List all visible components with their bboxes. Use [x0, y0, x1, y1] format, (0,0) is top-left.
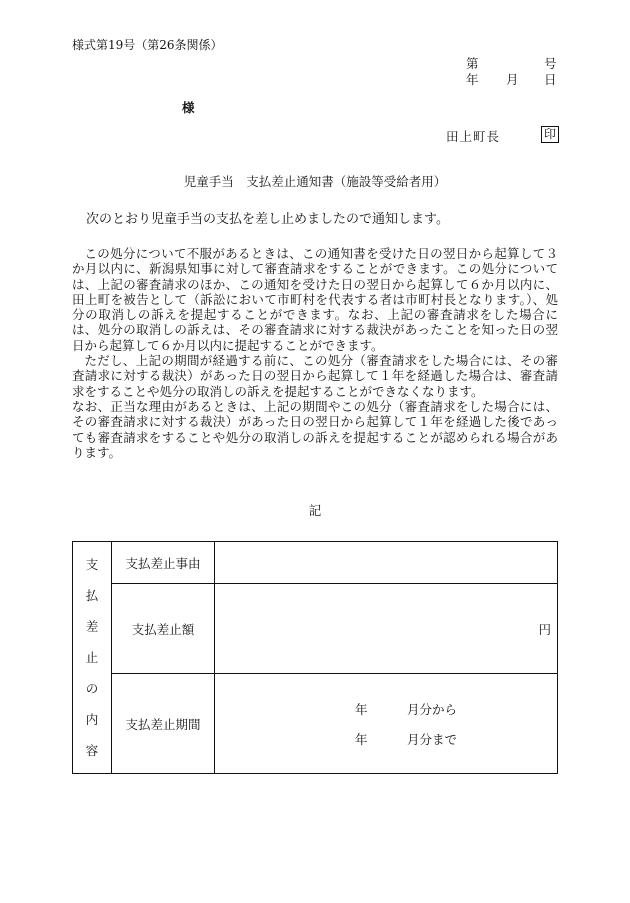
form-number: 様式第19号（第26条関係）: [72, 38, 223, 52]
period-from-month: 月分から: [407, 701, 458, 717]
group-label-char: 容: [85, 743, 99, 758]
doc-number-suffix: 号: [544, 56, 557, 71]
notice-paragraph: ただし、上記の期間が経過する前に、この処分（審査請求をした場合には、その審査請求に対する裁決）があった日の翌日から起算して１年を経過した場合は、審査請求をすることや処分の取消しの訴えを提起することができなくなります。: [72, 353, 558, 399]
group-label-char: 止: [85, 650, 99, 665]
seal-mark: 印: [541, 126, 559, 143]
period-to-line: [355, 724, 557, 754]
reason-label: 支払差止事由: [112, 542, 215, 584]
group-label-char: の: [85, 681, 99, 696]
group-label-char: 内: [85, 712, 99, 727]
period-from-line: [355, 694, 557, 724]
detail-table: [72, 541, 558, 774]
notice-body: [72, 246, 558, 460]
group-label-char: 差: [85, 619, 99, 634]
group-label-char: 払: [85, 588, 99, 603]
amount-label: 支払差止額: [112, 584, 215, 674]
document-title: 児童手当 支払差止通知書（施設等受給者用）: [183, 174, 447, 189]
notice-paragraph: なお、正当な理由があるときは、上記の期間やこの処分（審査請求をした場合には、その審査請求に対する裁決）があった日の翌日から起算して１年を経過した後であっても審査請求をすることや処分の取消しの訴えを提起することが認められる場合があります。: [72, 398, 558, 460]
date-month-label: 月: [506, 72, 519, 87]
intro-text: 次のとおり児童手当の支払を差し止めましたので通知します。: [86, 212, 449, 227]
date-year-label: 年: [466, 72, 479, 87]
amount-unit: 円: [538, 621, 551, 637]
issuer-name: 田上町長: [446, 129, 501, 144]
reason-value-field[interactable]: [215, 542, 558, 584]
group-label-char: 支: [85, 557, 99, 572]
period-value-field[interactable]: [215, 674, 558, 774]
amount-value-field[interactable]: [215, 584, 558, 674]
ki-heading: 記: [308, 503, 322, 518]
notice-paragraph: この処分について不服があるときは、この通知書を受けた日の翌日から起算して３か月以内に、新潟県知事に対して審査請求をすることができます。この処分については、上記の審査請求のほか、この通知を受けた日の翌日から起算して６か月以内に、田上町を被告として（訴訟において市町村を代表する者は市町村長となります。）、処分の取消しの訴えを提起することができます。なお、上記の審査請求をした場合には、処分の取消しの訴えは、その審査請求に対する裁決があったことを知った日の翌日から起算して６か月以内に提起することができます。: [72, 246, 558, 353]
period-to-month: 月分まで: [407, 731, 458, 747]
addressee-suffix: 様: [182, 100, 195, 115]
period-label: 支払差止期間: [112, 674, 215, 774]
date-day-label: 日: [544, 72, 557, 87]
period-from-year: 年: [355, 701, 368, 717]
doc-number-prefix: 第: [466, 56, 479, 71]
period-to-year: 年: [355, 731, 368, 747]
group-label-cell: [73, 542, 112, 774]
